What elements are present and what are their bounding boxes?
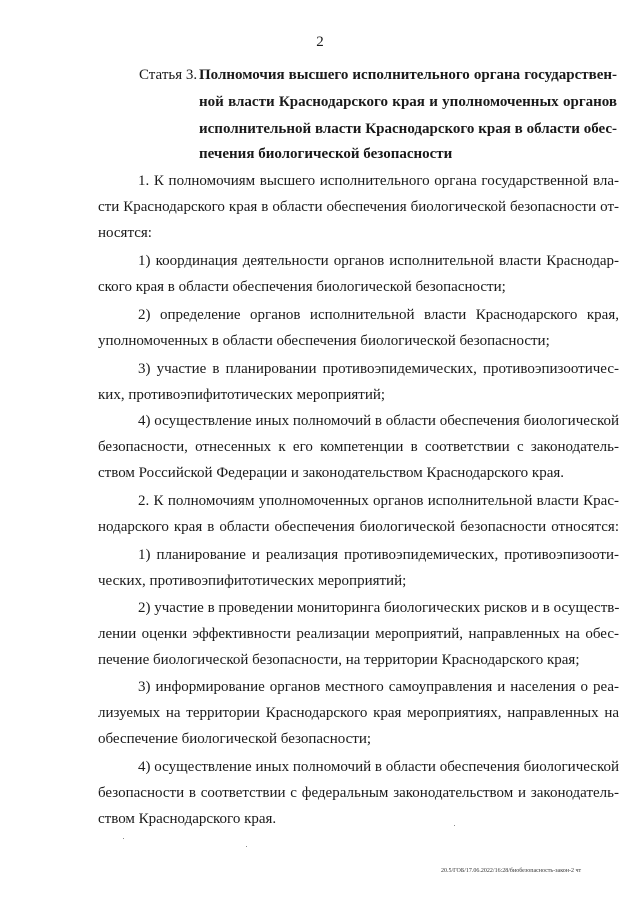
body-line: ких, противоэпифитотических мероприятий;: [98, 387, 386, 403]
scan-speck: [454, 825, 455, 826]
body-line: 2) определение органов исполнительной власти Краснодарского края,: [138, 307, 619, 323]
body-line: печение биологической безопасности, на территории Краснодарского края;: [98, 652, 580, 668]
scan-speck: [246, 846, 247, 847]
article-title-line: исполнительной власти Краснодарского края в области обес-: [199, 121, 617, 137]
body-line: 2. К полномочиям уполномоченных органов исполнительной власти Крас-: [138, 493, 619, 509]
body-line: 3) информирование органов местного самоуправления и населения о реа-: [138, 679, 619, 695]
article-title-line: ной власти Краснодарского края и уполномоченных органов: [199, 94, 617, 110]
body-line: сти Краснодарского края в области обеспечения биологической безопасности от-: [98, 199, 619, 215]
footer-reference: 20.5/ГОБ/17.06.2022/16:28/биобезопасность-закон-2 чт: [441, 868, 582, 874]
body-line: уполномоченных в области обеспечения биологической безопасности;: [98, 333, 550, 349]
body-line: безопасности в соответствии с федеральным законодательством и законодатель-: [98, 785, 619, 801]
body-line: обеспечение биологической безопасности;: [98, 731, 372, 747]
body-line: нодарского края в области обеспечения биологической безопасности относятся:: [98, 519, 619, 535]
body-line: 4) осуществление иных полномочий в области обеспечения биологической: [138, 759, 619, 775]
body-line: 1) планирование и реализация противоэпидемических, противоэпизооти-: [138, 547, 619, 563]
scan-speck: [123, 838, 124, 839]
body-line: 1. К полномочиям высшего исполнительного органа государственной вла-: [138, 173, 619, 189]
body-line: 4) осуществление иных полномочий в области обеспечения биологической: [138, 413, 619, 429]
body-line: 3) участие в планировании противоэпидемических, противоэпизоотичес-: [138, 361, 619, 377]
body-line: ством Российской Федерации и законодательством Краснодарского края.: [98, 465, 564, 481]
body-line: лении оценки эффективности реализации мероприятий, направленных на обес-: [98, 626, 619, 642]
body-line: носятся:: [98, 225, 152, 241]
article-label: Статья 3.: [139, 67, 198, 83]
body-line: 2) участие в проведении мониторинга биологических рисков и в осуществ-: [138, 600, 620, 616]
article-title-line: Полномочия высшего исполнительного органа государствен-: [199, 67, 617, 83]
body-line: безопасности, отнесенных к его компетенции в соответствии с законодатель-: [98, 439, 619, 455]
body-line: ческих, противоэпифитотических мероприятий;: [98, 573, 407, 589]
body-line: ского края в области обеспечения биологической безопасности;: [98, 279, 506, 295]
body-line: лизуемых на территории Краснодарского края мероприятиях, направленных на: [98, 705, 619, 721]
body-line: ством Краснодарского края.: [98, 811, 277, 827]
page-number: 2: [316, 34, 324, 50]
body-line: 1) координация деятельности органов исполнительной власти Краснодар-: [138, 253, 619, 269]
article-title-line: печения биологической безопасности: [199, 146, 453, 162]
